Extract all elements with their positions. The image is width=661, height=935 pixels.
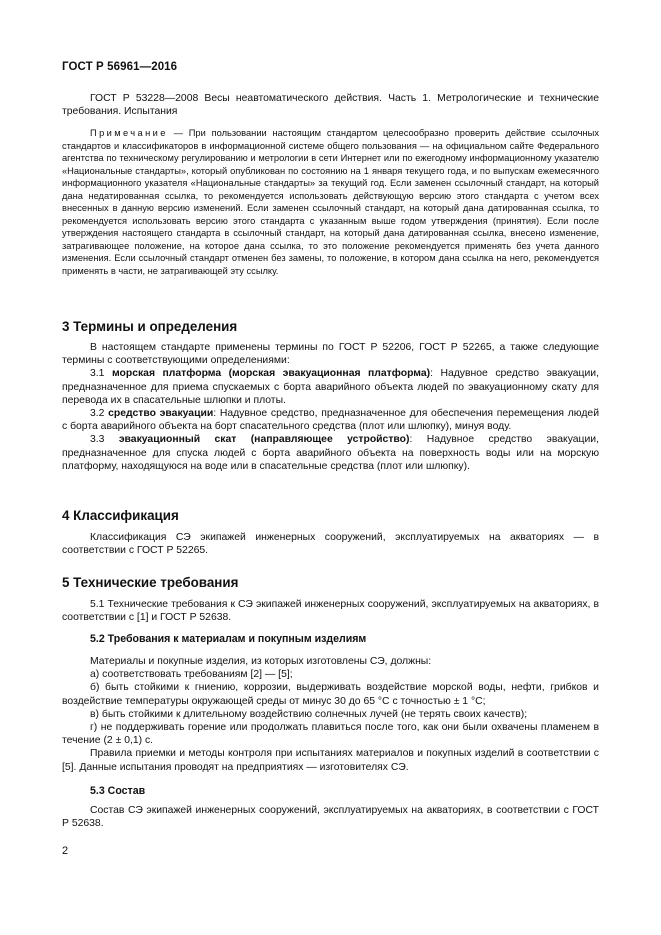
term-3-3-name: эвакуационный скат (направляющее устройство) <box>118 434 410 446</box>
section-5-3 <box>62 785 599 797</box>
section-5-2-rules: Правила приемки и методы контроля при испытаниях материалов и покупных изделий в соответствии с [5]. Данные испытания проводят на предприятиях — изготовителях СЭ. <box>62 748 599 773</box>
term-3-2: 3.2 средство эвакуации: Надувное средство, предназначенное для обеспечения перемещения людей с борта аварийного объекта на борт спасательного средства (плот или шлюпку), минуя воду. <box>62 408 599 433</box>
reference-gost-53228 <box>62 92 599 118</box>
list-item-b: б) быть стойкими к гниению, коррозии, выдерживать воздействие морской воды, нефти, грибков и воздействие температуры окружающей среды от минус 30 до 65 °С с точностью ± 1 °С; <box>62 682 599 707</box>
section-5-2-intro: Материалы и покупные изделия, из которых изготовлены СЭ, должны: <box>90 656 432 667</box>
reference-text: ГОСТ Р 53228—2008 Весы неавтоматического действия. Часть 1. Метрологические и технические требования. Испытания <box>62 93 599 118</box>
term-3-3: 3.3 эвакуационный скат (направляющее устройство): Надувное средство эвакуации, предназначенное для спуска людей с борта аварийного объекта на поверхность воды или на морскую платформу, находящуюся на воде или в спасательные средства (плот или шлюпку). <box>62 434 599 472</box>
list-item-a: а) соответствовать требованиям [2] — [5]; <box>90 669 293 681</box>
term-3-1: 3.1 морская платформа (морская эвакуационная платформа): Надувное средство эвакуации, предназначенное для приема спускаемых с борта аварийного объекта людей по эвакуационному скату для перевода их в спасательные шлюпки и плоты. <box>62 368 599 406</box>
section-3 <box>62 319 599 334</box>
section-5-2 <box>62 633 599 645</box>
term-3-1-name: морская платформа (морская эвакуационная платформа) <box>111 368 431 380</box>
note-paragraph <box>62 127 599 277</box>
list-item-c: в) быть стойкими к длительному воздействию солнечных лучей (не терять своих качеств); <box>90 708 528 720</box>
section-4-text: Классификация СЭ экипажей инженерных сооружений, эксплуатируемых на акваториях — в соответствии с ГОСТ Р 52265. <box>62 532 599 557</box>
term-3-1-definition: : Надувное средство эвакуации, предназначенное для приема спускаемых с борта аварийного объекта людей по эвакуационному скату для перевода их в спасательные шлюпки и плоты. <box>62 368 599 406</box>
note-text: — При пользовании настоящим стандартом целесообразно проверить действие ссылочных стандартов и классификаторов в информационной системе общего пользования — на официальном сайте Федерального агентства по техническому регулированию и метрологии в сети Интернет или по ежегодному информационному указателю «Национальные стандарты», который опубликован по состоянию на 1 января текущего года, и по выпускам ежемесячного информационного указателя «Национальные стандарты» за текущий год. Если заменен ссылочный стандарт, на который дана недатированная ссылка, то рекомендуется использовать действующую версию этого стандарта с учетом всех внесенных в данную версию изменений. Если заменен ссылочный стандарт, на который дана датированная ссылка, то рекомендуется использовать версию этого стандарта с указанным выше годом утверждения (принятия). Если после утверждения настоящего стандарта в ссылочный стандарт, на который дана датированная ссылка, внесено изменение, затрагивающее положение, на которое дана ссылка, то это положение рекомендуется применять без учета данного изменения. Если ссылочный стандарт отменен без замены, то положение, в котором дана ссылка на него, рекомендуется применять в части, не затрагивающей эту ссылку. <box>62 128 599 276</box>
section-5-3-body <box>62 804 599 830</box>
term-3-3-definition: : Надувное средство эвакуации, предназначенное для спуска людей с борта аварийного объекта на поверхность воды или на морскую платформу, находящуюся на воде или в спасательные средства (плот или шлюпку). <box>62 434 599 472</box>
section-3-title: 3 Термины и определения <box>62 319 238 334</box>
list-item-d: г) не поддерживать горение или продолжать плавиться после того, как они были охвачены пламенем в течение (2 ± 0,1) с. <box>62 722 599 747</box>
section-4 <box>62 508 599 523</box>
section-5-title: 5 Технические требования <box>62 575 239 590</box>
section-5-3-text: Состав СЭ экипажей инженерных сооружений, эксплуатируемых на акваториях, в соответствии с ГОСТ Р 52638. <box>62 805 599 830</box>
section-5-1-text: 5.1 Технические требования к СЭ экипажей инженерных сооружений, эксплуатируемых на акваториях, в соответствии с [1] и ГОСТ Р 52638. <box>62 599 599 624</box>
note-block <box>62 127 599 277</box>
term-3-2-definition: : Надувное средство, предназначенное для обеспечения перемещения людей с борта аварийного объекта на борт спасательного средства (плот или шлюпку), минуя воду. <box>62 408 599 433</box>
term-3-2-name: средство эвакуации <box>108 408 214 420</box>
page-number: 2 <box>62 845 69 857</box>
section-5-3-title: 5.3 Состав <box>90 785 146 797</box>
document-header: ГОСТ Р 56961—2016 <box>62 61 178 73</box>
section-5-2-title: 5.2 Требования к материалам и покупным изделиям <box>90 633 367 645</box>
section-4-body <box>62 531 599 557</box>
section-5 <box>62 575 599 590</box>
section-4-title: 4 Классификация <box>62 508 179 523</box>
section-5-1 <box>62 598 599 624</box>
note-label: Примечание <box>90 128 168 138</box>
section-5-2-body <box>62 655 599 774</box>
section-3-body <box>62 341 599 473</box>
section-3-intro: В настоящем стандарте применены термины по ГОСТ Р 52206, ГОСТ Р 52265, а также следующие термины с соответствующими определениями: <box>62 342 599 367</box>
